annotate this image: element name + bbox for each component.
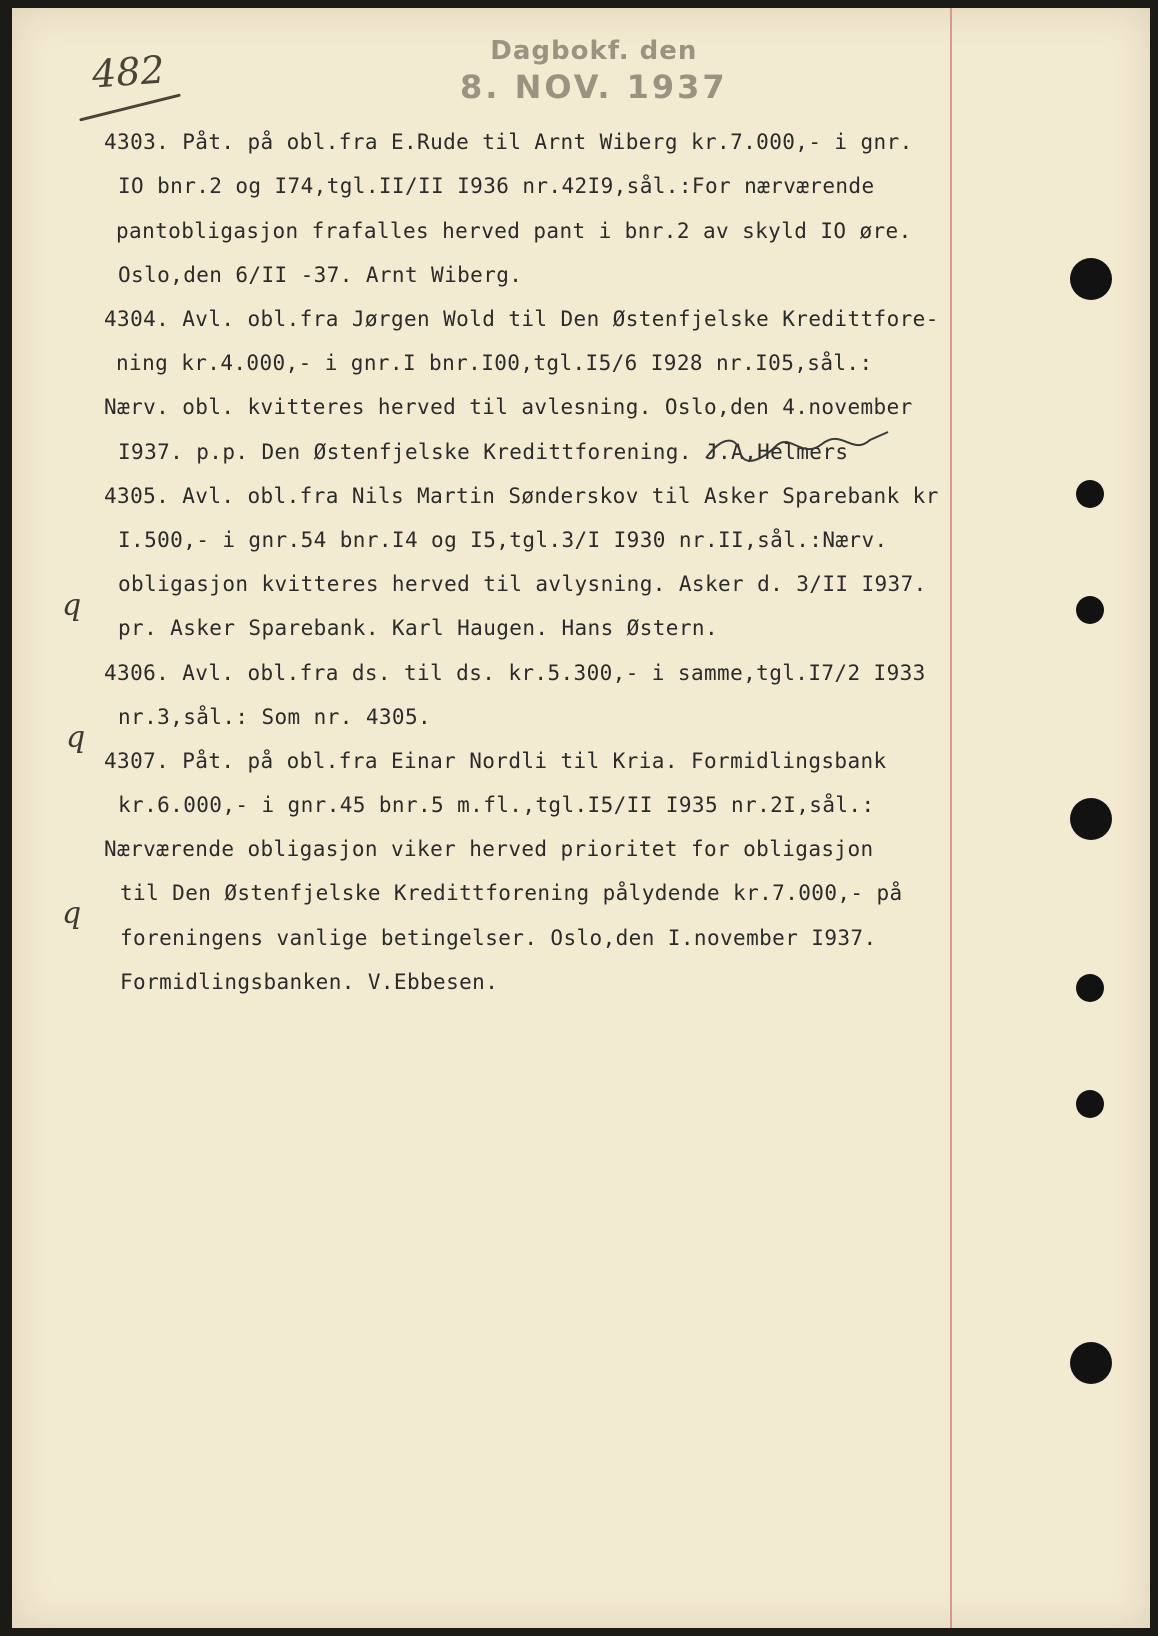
text-line: nr.3,sål.: Som nr. 4305. xyxy=(118,705,432,729)
entry-text xyxy=(12,8,1150,1628)
text-line: Nærv. obl. kvitteres herved til avlesning. Oslo,den 4.november xyxy=(104,395,913,419)
text-line: 4303. Påt. på obl.fra E.Rude til Arnt Wiberg kr.7.000,- i gnr. xyxy=(104,130,913,154)
punch-hole xyxy=(1070,258,1112,300)
margin-check-mark: q xyxy=(62,896,82,931)
punch-hole xyxy=(1070,798,1112,840)
stamp-line-2: 8. NOV. 1937 xyxy=(460,68,728,106)
text-line: 4304. Avl. obl.fra Jørgen Wold til Den Østenfjelske Kredittfore- xyxy=(104,307,939,331)
text-line: 4307. Påt. på obl.fra Einar Nordli til Kria. Formidlingsbank xyxy=(104,749,887,773)
handwritten-signature xyxy=(702,430,892,470)
margin-check-mark: q xyxy=(66,720,86,755)
text-line: 4305. Avl. obl.fra Nils Martin Sønderskov til Asker Sparebank kr xyxy=(104,484,939,508)
text-line: pr. Asker Sparebank. Karl Haugen. Hans Østern. xyxy=(118,616,718,640)
text-line: 4306. Avl. obl.fra ds. til ds. kr.5.300,- i samme,tgl.I7/2 I933 xyxy=(104,661,926,685)
text-line: IO bnr.2 og I74,tgl.II/II I936 nr.42I9,sål.:For nærværende xyxy=(118,174,875,198)
text-line: obligasjon kvitteres herved til avlysning. Asker d. 3/II I937. xyxy=(118,572,927,596)
text-line: ning kr.4.000,- i gnr.I bnr.I00,tgl.I5/6 I928 nr.I05,sål.: xyxy=(116,351,873,375)
text-line: kr.6.000,- i gnr.45 bnr.5 m.fl.,tgl.I5/II I935 nr.2I,sål.: xyxy=(118,793,875,817)
punch-hole xyxy=(1076,974,1104,1002)
text-line: pantobligasjon frafalles herved pant i bnr.2 av skyld IO øre. xyxy=(116,219,912,243)
punch-hole xyxy=(1076,1090,1104,1118)
text-line: I.500,- i gnr.54 bnr.I4 og I5,tgl.3/I I930 nr.II,sål.:Nærv. xyxy=(118,528,888,552)
folio-number: 482 xyxy=(90,47,166,97)
text-line: Formidlingsbanken. V.Ebbesen. xyxy=(120,970,499,994)
document-page xyxy=(12,8,1150,1628)
punch-hole xyxy=(1076,480,1104,508)
text-line: foreningens vanlige betingelser. Oslo,den I.november I937. xyxy=(120,926,877,950)
stamp-line-1: Dagbokf. den xyxy=(490,36,698,66)
text-line: til Den Østenfjelske Kredittforening pålydende kr.7.000,- på xyxy=(120,881,903,905)
punch-hole xyxy=(1070,1342,1112,1384)
text-line: I937. p.p. Den Østenfjelske Kredittforening. J.A,Helmers xyxy=(118,440,849,464)
text-line: Oslo,den 6/II -37. Arnt Wiberg. xyxy=(118,263,523,287)
punch-hole xyxy=(1076,596,1104,624)
margin-check-mark: q xyxy=(62,588,82,623)
text-line: Nærværende obligasjon viker herved prioritet for obligasjon xyxy=(104,837,874,861)
